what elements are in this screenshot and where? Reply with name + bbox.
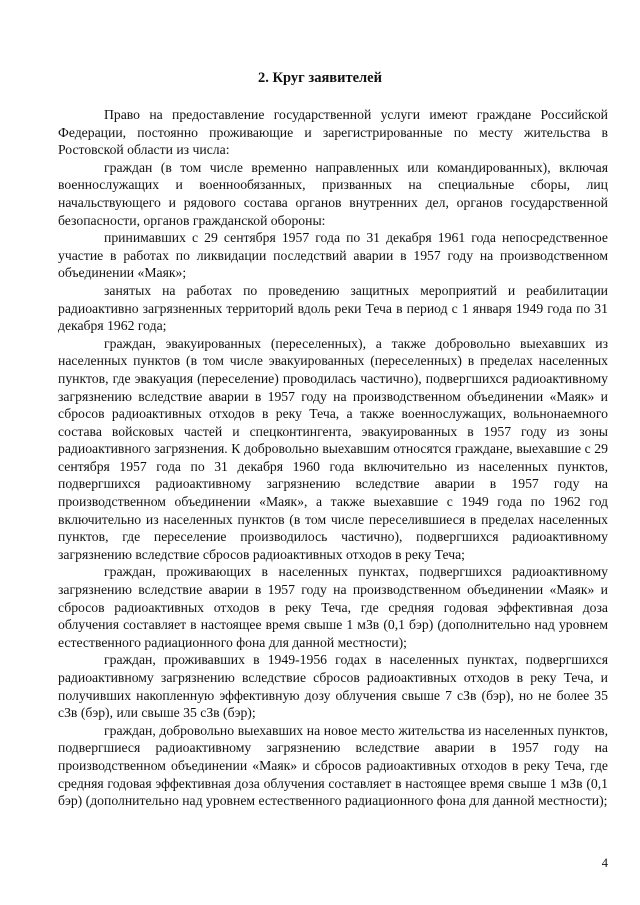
paragraph-evacuated-citizens: граждан, эвакуированных (переселенных), а также добровольно выехавших из населенных пунктов (в том числе эвакуированных (переселенных) в пределах населенных пунктов, где эвакуация (переселение) проводилась частично), подвергшихся радиоактивному загрязнению вследствие аварии в 1957 году на производственном объединении «Маяк» и сбросов радиоактивных отходов в реку Теча, а также военнослужащих, вольнонаемного состава войсковых частей и спецконтингента, эвакуированных в 1957 году из зоны радиоактивного загрязнения. К добровольно выехавшим относятся граждане, выехавшие с 29 сентября 1957 года по 31 декабря 1960 года включительно из населенных пунктов, подвергшихся радиоактивному загрязнению вследствие аварии в 1957 году на производственном объединении «Маяк», а также выехавшие с 1949 года по 1962 год включительно из населенных пунктов (в том числе переселившиеся в пределах населенных пунктов, где переселение производилось частично), подвергшихся радиоактивному загрязнению вследствие сбросов радиоактивных отходов в реку Теча;: [58, 335, 608, 562]
paragraph-liquidation-participants: принимавших с 29 сентября 1957 года по 31 декабря 1961 года непосредственное участие в работах по ликвидации последствий аварии в 1957 году на производственном объединении «Маяк»;: [58, 230, 608, 281]
paragraph-citizens-category: граждан (в том числе временно направленных или командированных), включая военнослужащих и военнообязанных, призванных на специальные сборы, лиц начальствующего и рядового состава органов внутренних дел, органов государственной безопасности, органов гражданской обороны:: [58, 159, 608, 228]
paragraph-voluntary-relocated: граждан, добровольно выехавших на новое место жительства из населенных пунктов, подвергшиеся радиоактивному загрязнению вследствие аварии в 1957 году на производственном объединении «Маяк» и сбросов радиоактивных отходов в реку Теча, где средняя годовая эффективная доза облучения составляет в настоящее время свыше 1 мЗв (0,1 бэр) (дополнительно над уровнем естественного радиационного фона для данной местности);: [58, 722, 608, 809]
section-heading: 2. Круг заявителей: [258, 70, 382, 86]
page-number: 4: [601, 856, 608, 870]
paragraph-residents-contaminated-areas: граждан, проживающих в населенных пунктах, подвергшихся радиоактивному загрязнению вследствие аварии в 1957 году на производственном объединении «Маяк» и сбросов радиоактивных отходов в реку Теча, где средняя годовая эффективная доза облучения составляет в настоящее время свыше 1 мЗв (0,1 бэр) (дополнительно над уровнем естественного радиационного фона для данной местности);: [58, 564, 608, 650]
paragraph-intro: Право на предоставление государственной услуги имеют граждане Российской Федерации, постоянно проживающие и зарегистрированные по месту жительства в Ростовской области из числа:: [58, 107, 608, 158]
paragraph-residents-1949-1956: граждан, проживавших в 1949-1956 годах в населенных пунктах, подвергшихся радиоактивному загрязнению вследствие сбросов радиоактивных отходов в реку Теча, и получивших накопленную эффективную дозу облучения свыше 7 сЗв (бэр), но не более 35 сЗв (бэр), или свыше 35 сЗв (бэр);: [58, 652, 608, 721]
paragraph-techa-rehabilitation-workers: занятых на работах по проведению защитных мероприятий и реабилитации радиоактивно загрязненных территорий вдоль реки Теча в период с 1 января 1949 года по 31 декабря 1962 года;: [58, 282, 608, 334]
section-body: [58, 106, 608, 810]
